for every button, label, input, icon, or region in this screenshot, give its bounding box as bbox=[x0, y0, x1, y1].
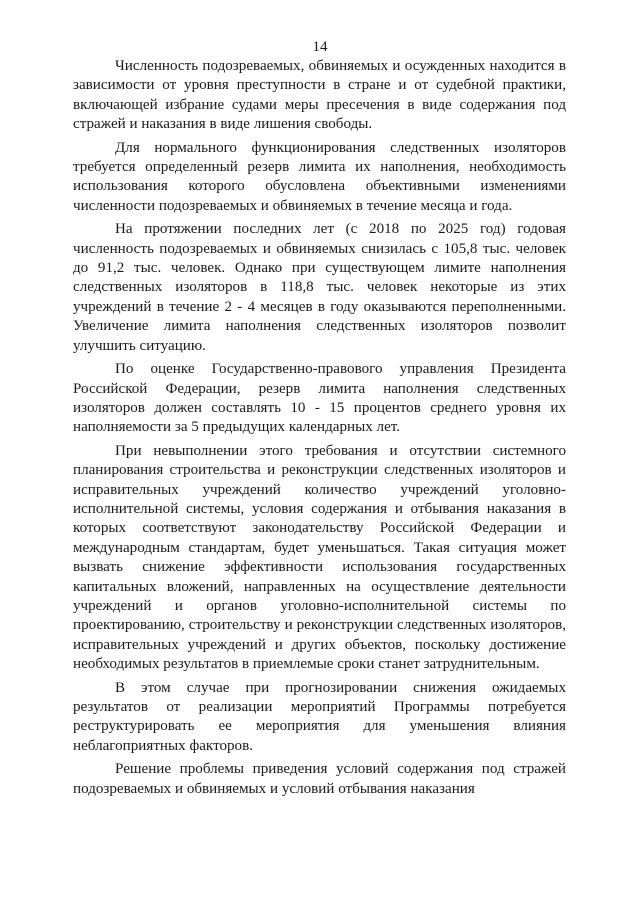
paragraph-1: Численность подозреваемых, обвиняемых и осужденных находится в зависимости от уровня преступности в стране и от судебной практики, включающей избрание судами меры пресечения в виде содержания под стражей и наказания в виде лишения свободы. bbox=[73, 58, 566, 133]
page-number: 14 bbox=[312, 39, 328, 55]
paragraph-3: На протяжении последних лет (с 2018 по 2025 год) годовая численность подозреваемых и обвиняемых снизилась с 105,8 тыс. человек до 91,2 тыс. человек. Однако при существующем лимите наполнения следственных изоляторов в 118,8 тыс. человек некоторые из этих учреждений в течение 2 - 4 месяцев в году оказываются переполненными. Увеличение лимита наполнения следственных изоляторов позволит улучшить ситуацию. bbox=[73, 221, 566, 354]
paragraph-2: Для нормального функционирования следственных изоляторов требуется определенный резерв лимита их наполнения, необходимость использования которого обусловлена объективными изменениями численности подозреваемых и обвиняемых в течение месяца и года. bbox=[73, 139, 566, 214]
paragraph-7: Решение проблемы приведения условий содержания под стражей подозреваемых и обвиняемых и условий отбывания наказания bbox=[73, 761, 566, 797]
paragraph-6: В этом случае при прогнозировании снижения ожидаемых результатов от реализации мероприятий Программы потребуется реструктурировать ее мероприятия для уменьшения влияния неблагоприятных факторов. bbox=[73, 679, 566, 754]
body-text bbox=[73, 57, 566, 803]
paragraph-4: По оценке Государственно-правового управления Президента Российской Федерации, резерв лимита наполнения следственных изоляторов должен составлять 10 - 15 процентов среднего уровня их наполняемости за 5 предыдущих календарных лет. bbox=[73, 361, 566, 436]
paragraph-5: При невыполнении этого требования и отсутствии системного планирования строительства и реконструкции следственных изоляторов и исправительных учреждений количество учреждений уголовно-исполнительной системы, условия содержания и отбывания наказания в которых соответствуют законодательству Российской Федерации и международным стандартам, будет уменьшаться. Такая ситуация может вызвать снижение эффективности использования государственных капитальных вложений, направленных на осуществление деятельности учреждений и органов уголовно-исполнительной системы по проектированию, строительству и реконструкции следственных изоляторов, исправительных учреждений и других объектов, поскольку достижение необходимых результатов в приемлемые сроки станет затруднительным. bbox=[73, 442, 566, 673]
